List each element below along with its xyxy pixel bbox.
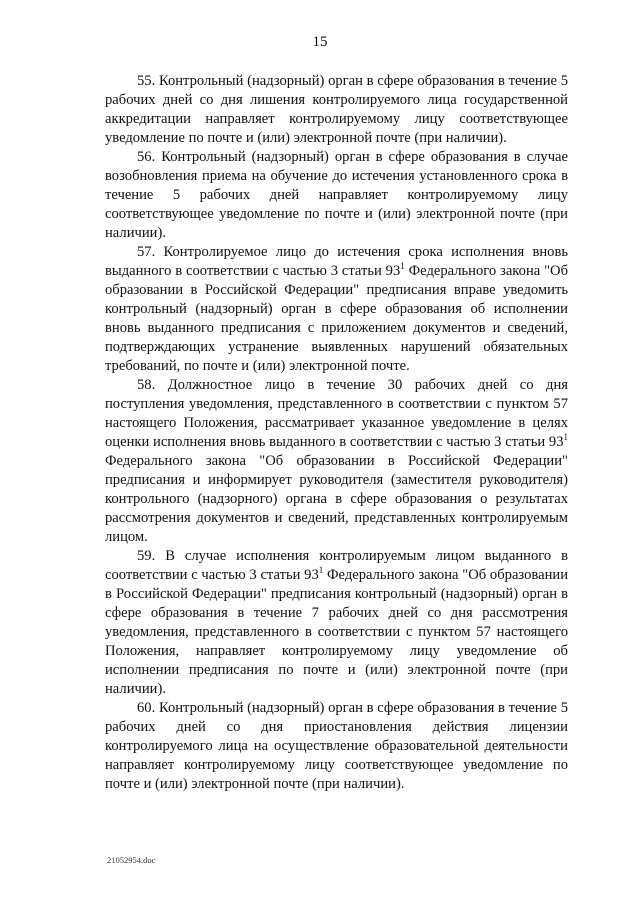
page-number: 15	[312, 34, 328, 50]
paragraph-58-text-after: Федерального закона "Об образовании в Российской Федерации" предписания и информирует руководителя (заместителя руководителя) контрольного (надзорного) органа в сфере образования о результатах рассмотрения документов и сведений, представленных контролируемым лицом.	[105, 453, 568, 545]
superscript-marker: 1	[400, 261, 405, 272]
paragraph-57-text-before: 57. Контролируемое лицо до истечения срока исполнения вновь выданного в соответствии с частью 3 статьи 93	[105, 244, 568, 279]
superscript-marker: 1	[563, 432, 568, 443]
paragraph-59-text-after: Федерального закона "Об образовании в Российской Федерации" предписания контрольный (надзорный) орган в сфере образования в течение 7 рабочих дней со дня рассмотрения уведомления, представленного в соответствии с пунктом 57 настоящего Положения, направляет контролируемому лицу уведомление об исполнении предписания по почте и (или) электронной почте (при наличии).	[105, 567, 568, 697]
paragraph-58	[105, 376, 568, 547]
document-code: 21052954.doc	[107, 855, 156, 865]
paragraph-59-text-before: 59. В случае исполнения контролируемым лицом выданного в соответствии с частью 3 статьи 93	[105, 548, 568, 583]
document-body	[105, 72, 568, 794]
paragraph-55: 55. Контрольный (надзорный) орган в сфере образования в течение 5 рабочих дней со дня лишения контролируемого лица государственной аккредитации направляет контролируемому лицу соответствующее уведомление по почте и (или) электронной почте (при наличии).	[105, 73, 568, 146]
paragraph-59	[105, 547, 568, 699]
paragraph-58-text-before: 58. Должностное лицо в течение 30 рабочих дней со дня поступления уведомления, представленного в соответствии с пунктом 57 настоящего Положения, рассматривает указанное уведомление в целях оценки исполнения вновь выданного в соответствии с частью 3 статьи 93	[105, 377, 568, 450]
paragraph-57-text-after: Федерального закона "Об образовании в Российской Федерации" предписания вправе уведомить контрольный (надзорный) орган в сфере образования об исполнении вновь выданного предписания с приложением документов и сведений, подтверждающих устранение выявленных нарушений обязательных требований, по почте и (или) электронной почте.	[105, 263, 568, 374]
paragraph-57	[105, 243, 568, 376]
superscript-marker: 1	[318, 565, 324, 576]
paragraph-60: 60. Контрольный (надзорный) орган в сфере образования в течение 5 рабочих дней со дня приостановления действия лицензии контролируемого лица на осуществление образовательной деятельности направляет контролируемому лицу соответствующее уведомление по почте и (или) электронной почте (при наличии).	[105, 700, 568, 792]
paragraph-56: 56. Контрольный (надзорный) орган в сфере образования в случае возобновления приема на обучение до истечения установленного срока в течение 5 рабочих дней направляет контролируемому лицу соответствующее уведомление по почте и (или) электронной почте (при наличии).	[105, 149, 568, 241]
